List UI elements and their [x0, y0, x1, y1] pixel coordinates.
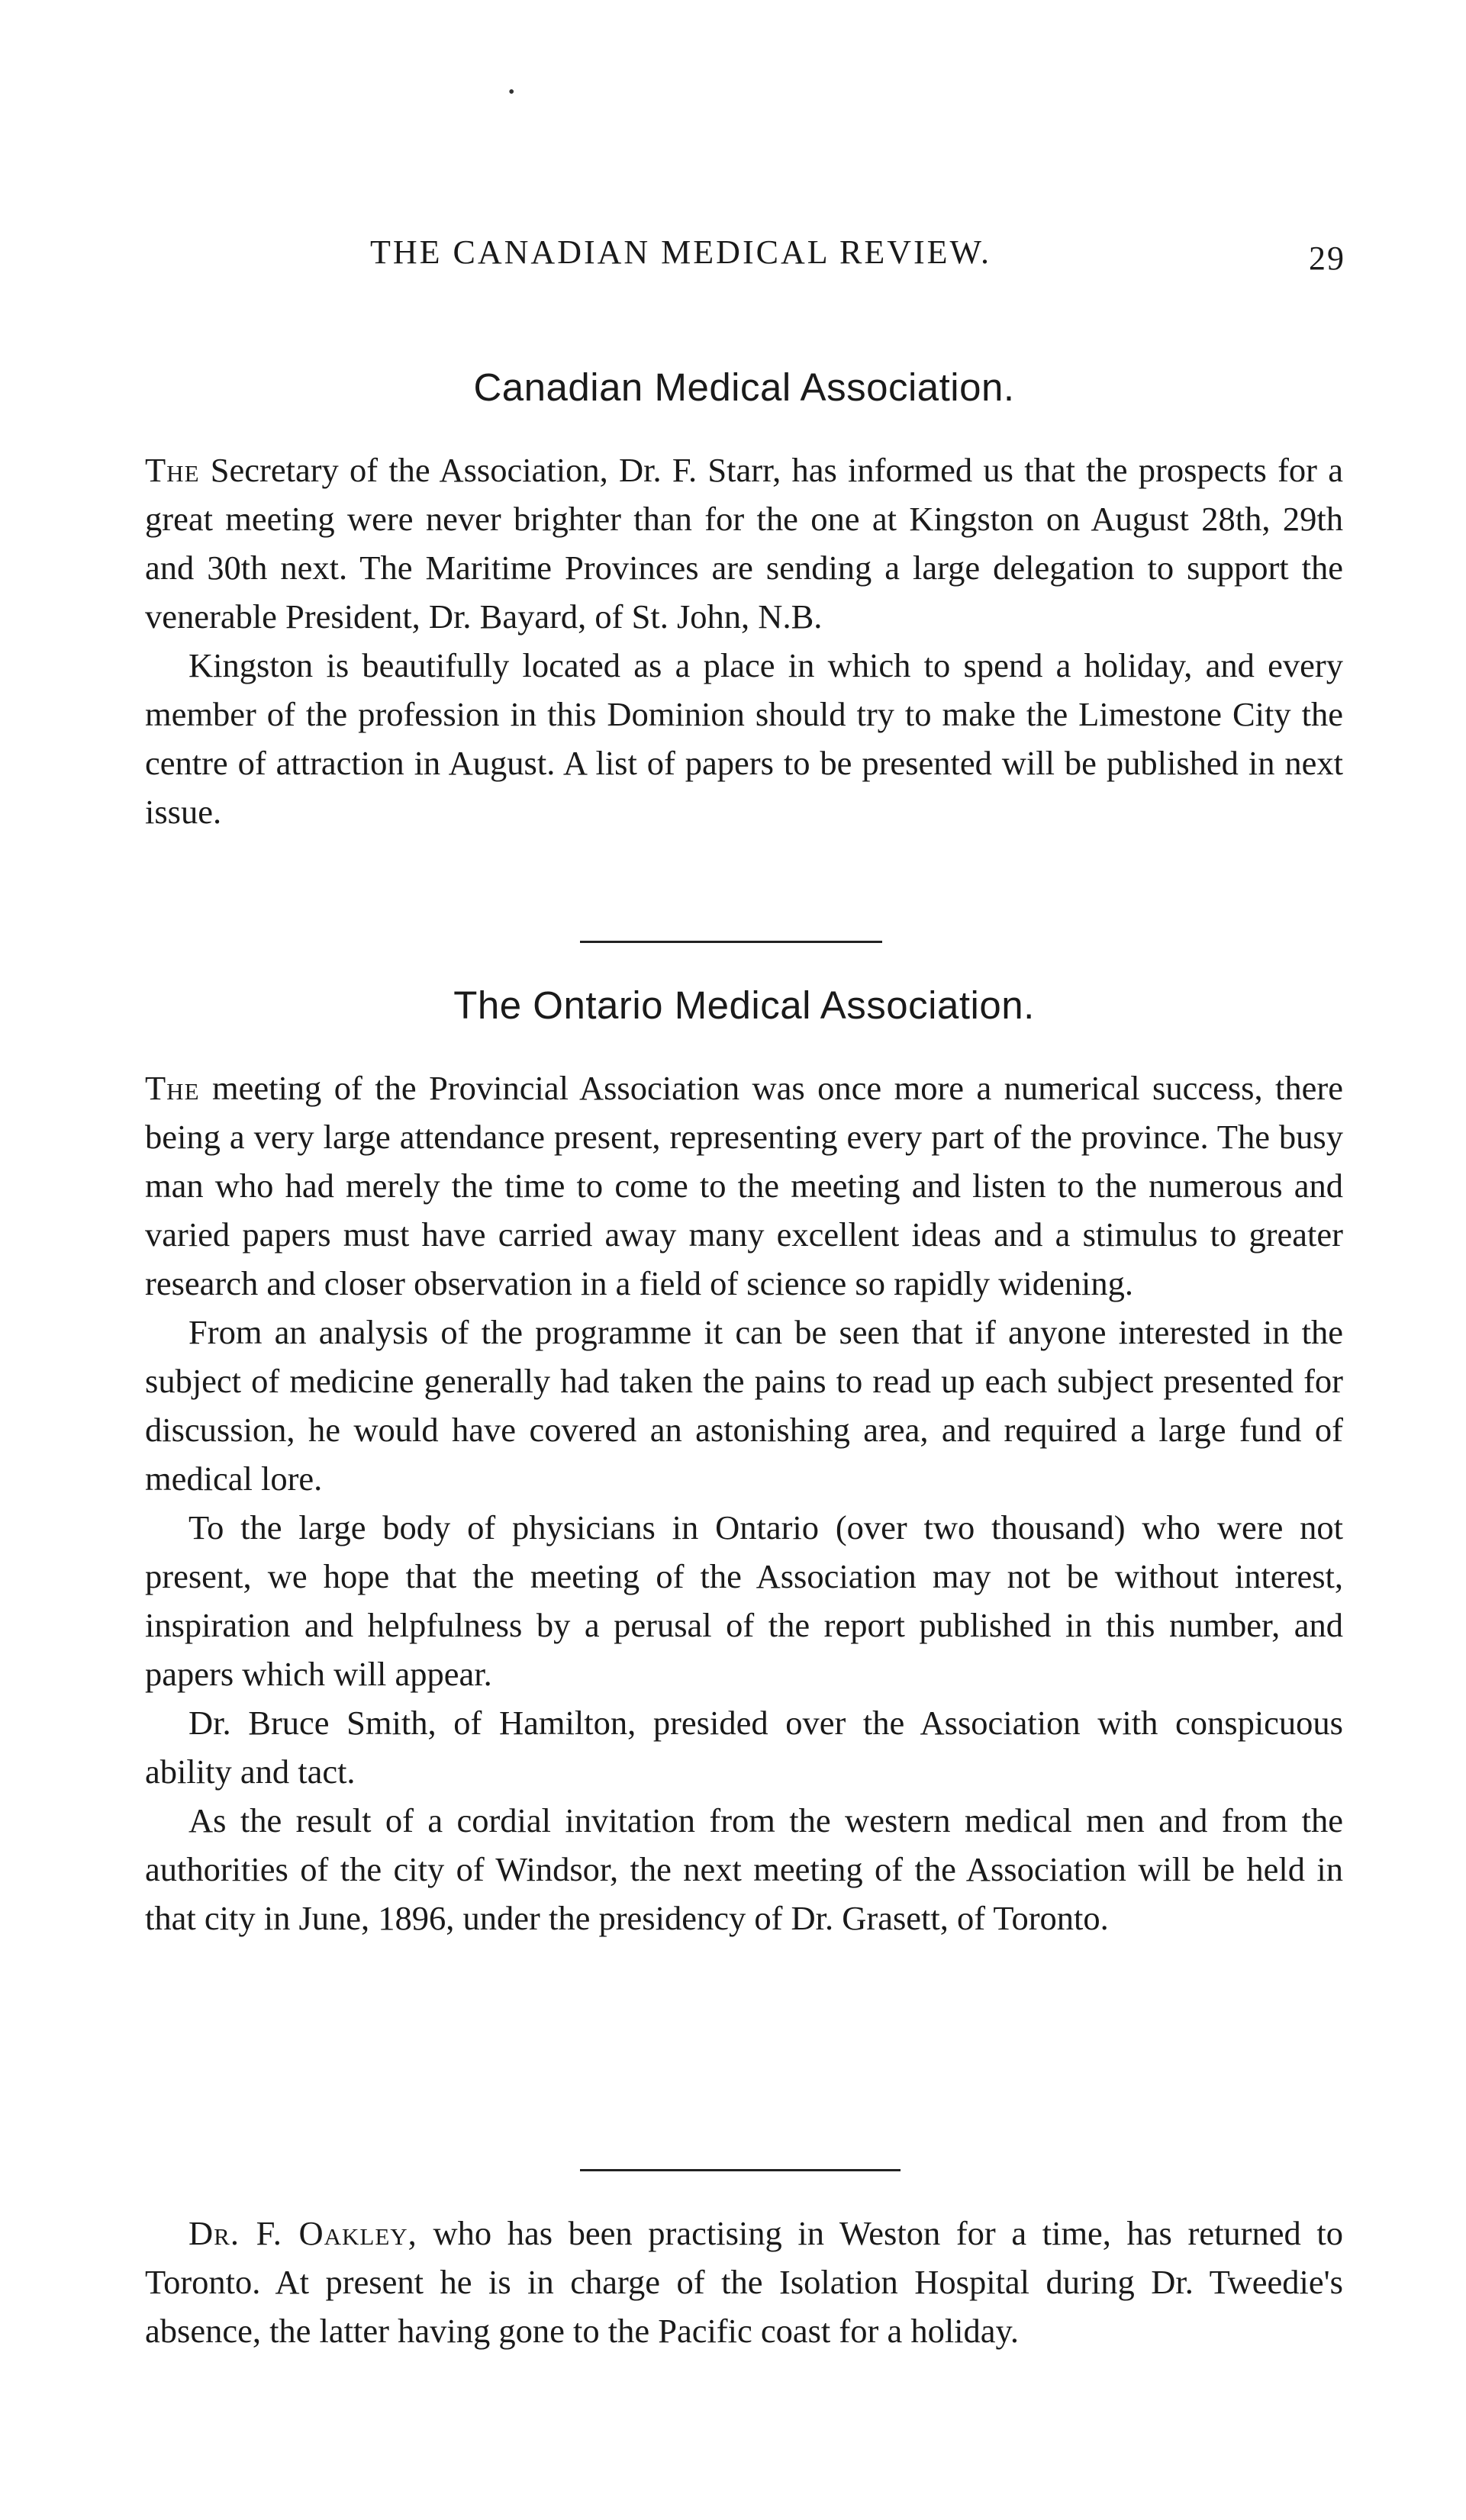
- paragraph-text: Secretary of the Association, Dr. F. Starr, has informed us that the prospects for a great meeting were never brighter than for the one at Kingston on August 28th, 29th and 30th next. The Maritime Provinces are sending a large delegation to support the venerable President, Dr. Bayard, of St. John, N.B.: [145, 451, 1343, 636]
- paragraph: [145, 2209, 1343, 2355]
- section-ontario-medical-association: [145, 983, 1343, 1028]
- lead-word: The: [145, 451, 200, 489]
- running-head: THE CANADIAN MEDICAL REVIEW.: [370, 233, 991, 271]
- lead-words: Dr. F. Oakley,: [188, 2214, 417, 2252]
- page-number: 29: [1309, 240, 1345, 277]
- section-canadian-body: [145, 446, 1343, 836]
- section-canadian-medical-association: [145, 365, 1343, 410]
- paragraph: From an analysis of the programme it can be seen that if anyone interested in the subject of medicine generally had taken the pains to read up each subject presented for discussion, he would have covered an astonishing area, and required a large fund of medical lore.: [145, 1313, 1343, 1498]
- paragraph: Kingston is beautifully located as a place in which to spend a holiday, and every member of the profession in this Dominion should try to make the Limestone City the centre of attraction in August. A list of papers to be presented will be published in next issue.: [145, 646, 1343, 831]
- news-note: [145, 2209, 1343, 2355]
- lead-word: The: [145, 1069, 200, 1107]
- paragraph: As the result of a cordial invitation from the western medical men and from the authorities of the city of Windsor, the next meeting of the Association will be held in that city in June, 1896, under the presidency of Dr. Grasett, of Toronto.: [145, 1801, 1343, 1937]
- section-ontario-body: [145, 1064, 1343, 1942]
- section-title: The Ontario Medical Association.: [453, 983, 1035, 1027]
- section-title: Canadian Medical Association.: [473, 365, 1015, 409]
- section-divider: [580, 941, 882, 943]
- ink-mark: •: [508, 82, 515, 102]
- paragraph: To the large body of physicians in Ontario (over two thousand) who were not present, we hope that the meeting of the Association may not be without interest, inspiration and helpfulness by a perusal of the report published in this number, and papers which will appear.: [145, 1508, 1343, 1693]
- paragraph-text: meeting of the Provincial Association was once more a numerical success, there being a very large attendance present, representing every part of the province. The busy man who had merely the time to come to the meeting and listen to the numerous and varied papers must have carried away many excellent ideas and a stimulus to greater research and closer observation in a field of science so rapidly widening.: [145, 1069, 1343, 1302]
- paragraph: [145, 1064, 1343, 1308]
- paragraph-text: who has been practising in Weston for a time, has returned to Toronto. At present he is in charge of the Isolation Hospital during Dr. Tweedie's absence, the latter having gone to the Pacific coast for a holiday.: [145, 2214, 1343, 2350]
- paragraph: Dr. Bruce Smith, of Hamilton, presided over the Association with conspicuous ability and tact.: [145, 1704, 1343, 1791]
- section-divider: [580, 2169, 901, 2171]
- paragraph: [145, 446, 1343, 641]
